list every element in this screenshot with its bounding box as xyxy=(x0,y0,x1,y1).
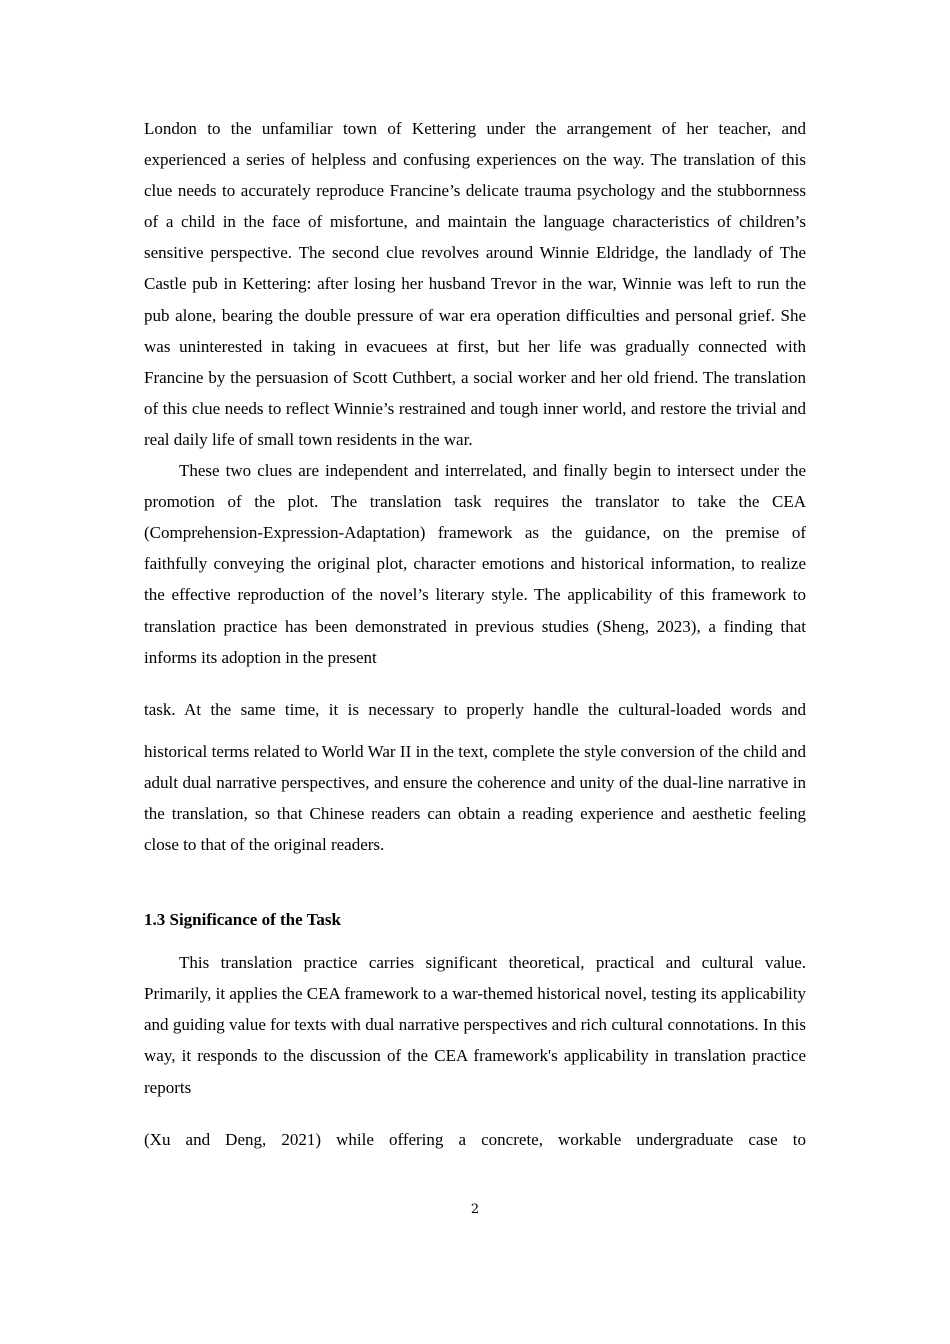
body-paragraph-line-task: task. At the same time, it is necessary to properly handle the cultural-loaded words and xyxy=(144,699,806,719)
section-heading-significance: 1.3 Significance of the Task xyxy=(144,910,341,930)
body-paragraph-two-clues: These two clues are independent and interrelated, and finally begin to intersect under the promotion of the plot. The translation task requires the translator to take the CEA (Comprehension-Expression-Adaptation) framework as the guidance, on the premise of faithfully conveying the original plot, character emotions and historical information, to realize the effective reproduction of the novel’s literary style. The applicability of this framework to translation practice has been demonstrated in previous studies (Sheng, 2023), a finding that informs its adoption in the present xyxy=(144,461,806,667)
page-body xyxy=(144,113,806,1155)
body-paragraph-significance: This translation practice carries significant theoretical, practical and cultural value. Primarily, it applies the CEA framework to a war-themed historical novel, testing its applicability and guiding value for texts with dual narrative perspectives and rich cultural connotations. In this way, it responds to the discussion of the CEA framework's applicability in translation practice reports xyxy=(144,953,806,1097)
page-number: 2 xyxy=(470,1202,480,1217)
body-paragraph-citation-line: (Xu and Deng, 2021) while offering a concrete, workable undergraduate case to xyxy=(144,1129,806,1149)
body-paragraph-continued: London to the unfamiliar town of Kettering under the arrangement of her teacher, and experienced a series of helpless and confusing experiences on the way. The translation of this clue needs to accurately reproduce Francine’s delicate trauma psychology and the stubbornness of a child in the face of misfortune, and maintain the language characteristics of children’s sensitive perspective. The second clue revolves around Winnie Eldridge, the landlady of The Castle pub in Kettering: after losing her husband Trevor in the war, Winnie was left to run the pub alone, bearing the double pressure of war era operation difficulties and personal grief. She was uninterested in taking in evacuees at first, but her life was gradually connected with Francine by the persuasion of Scott Cuthbert, a social worker and her old friend. The translation of this clue needs to reflect Winnie’s restrained and tough inner world, and restore the trivial and real daily life of small town residents in the war. xyxy=(144,119,806,449)
body-paragraph-historical-terms: historical terms related to World War II in the text, complete the style conversion of the child and adult dual narrative perspectives, and ensure the coherence and unity of the dual-line narrative in the translation, so that Chinese readers can obtain a reading experience and aesthetic feeling close to that of the original readers. xyxy=(144,741,806,855)
